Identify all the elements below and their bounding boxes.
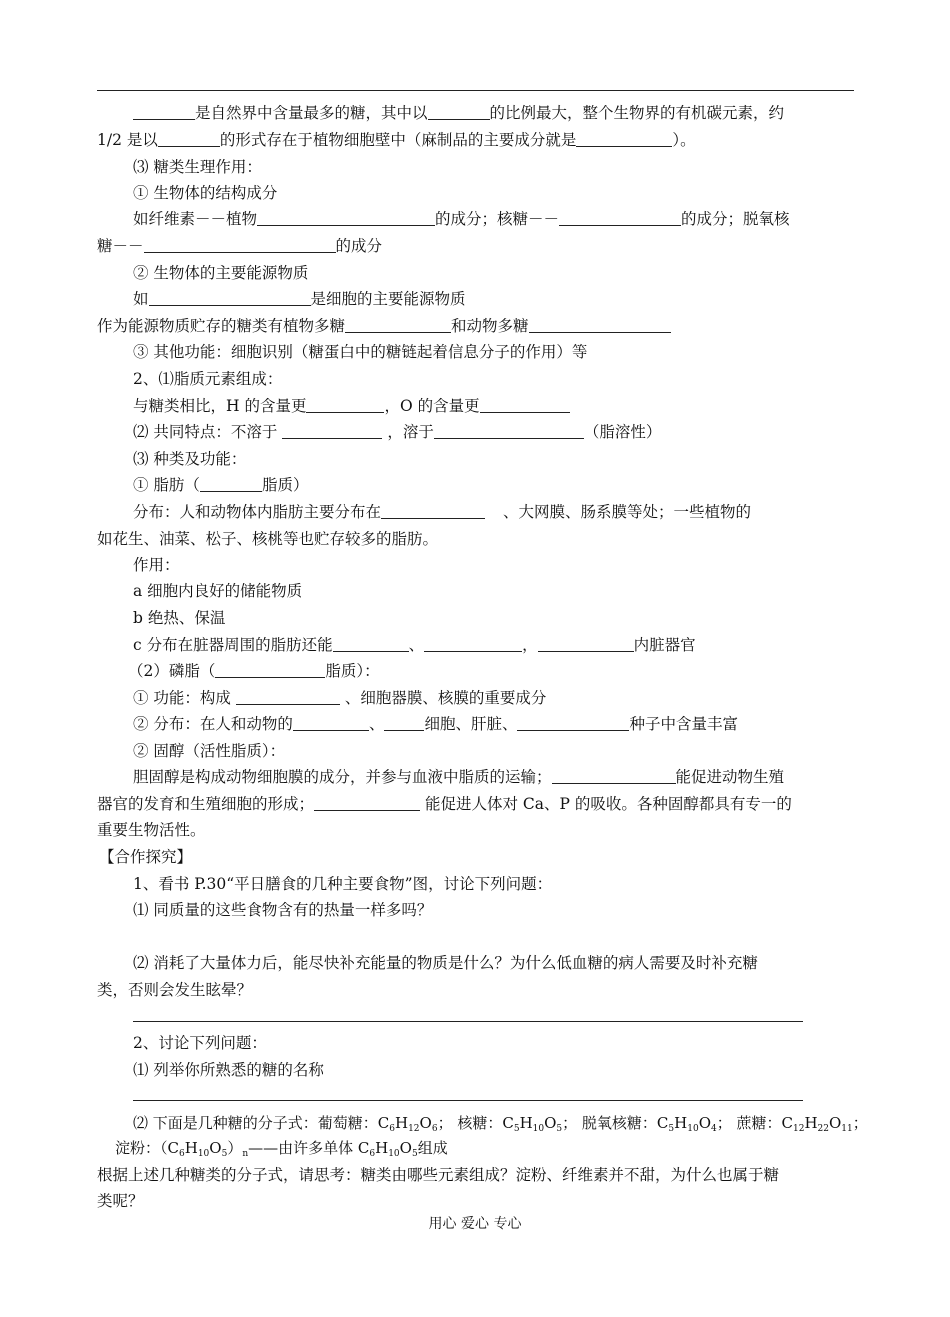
formula-line: 淀粉：$(C_6H_{10}O_5)_n——$由许多单体 $C_6H_{10}O_5$组成 <box>115 1139 448 1159</box>
section-heading: ⑶ 种类及功能： <box>133 450 247 468</box>
line-sterol: 胆固醇是构成动物细胞膜的成分，并参与血液中脂质的运输； 能促进动物生殖 <box>133 768 785 786</box>
blank[interactable] <box>133 104 195 120</box>
question: ⑴ 列举你所熟悉的糖的名称 <box>133 1061 324 1079</box>
list-item: ① 生物体的结构成分 <box>133 184 278 202</box>
blank[interactable] <box>200 476 262 492</box>
blank[interactable] <box>384 715 424 731</box>
blank[interactable] <box>158 131 220 147</box>
blank[interactable] <box>517 715 629 731</box>
question: 根据上述几种糖类的分子式，请思考：糖类由哪些元素组成？淀粉、纤维素并不甜，为什么也属于糖 <box>97 1166 780 1184</box>
list-item: b 绝热、保温 <box>133 609 226 627</box>
answer-line[interactable] <box>133 1100 803 1101</box>
line-phospholipid-distribution: ② 分布：在人和动物的 、 细胞、肝脏、 种子中含量丰富 <box>133 715 738 733</box>
line-cellwall: 1/2 是以 的形式存在于植物细胞壁中（麻制品的主要成分就是 ）。 <box>97 131 696 149</box>
blank[interactable] <box>293 715 369 731</box>
line-structure: 如纤维素－－植物 的成分；核糖－－ 的成分；脱氧核 <box>133 210 790 228</box>
blank[interactable] <box>144 237 336 253</box>
blank[interactable] <box>282 423 382 439</box>
question: 类呢？ <box>97 1192 144 1210</box>
line-polysaccharide: 是自然界中含量最多的糖，其中以 的比例最大，整个生物界的有机碳元素，约 <box>133 103 784 123</box>
blank[interactable] <box>576 131 672 147</box>
blank[interactable] <box>552 768 676 784</box>
answer-line[interactable] <box>133 1021 803 1022</box>
list-item: ③ 其他功能：细胞识别（糖蛋白中的糖链起着信息分子的作用）等 <box>133 343 588 361</box>
blank[interactable] <box>434 423 584 439</box>
formula-line: ⑵ 下面是几种糖的分子式：葡萄糖：$C_6H_{12}O_6$； 核糖：$C_5H_{10}O_5$； 脱氧核糖：$C_5H_{10}O_4$； 蔗糖：$C_{12}H_{22}O_{11}$； <box>133 1114 868 1134</box>
blank[interactable] <box>333 636 409 652</box>
line-phospholipid-function: ① 功能：构成 、细胞器膜、核膜的重要成分 <box>133 689 547 707</box>
line-storage: 作为能源物质贮存的糖类有植物多糖 和动物多糖 <box>97 316 671 336</box>
line-fat-function: c 分布在脏器周围的脂肪还能 、 ， 内脏器官 <box>133 636 696 654</box>
line-energy: 如 是细胞的主要能源物质 <box>133 290 466 308</box>
header-rule <box>97 90 854 91</box>
blank[interactable] <box>424 636 522 652</box>
line-sterol-cont: 器官的发育和生殖细胞的形成； 能促进人体对 Ca、P 的吸收。各种固醇都具有专一的 <box>97 795 792 813</box>
question: ⑴ 同质量的这些食物含有的热量一样多吗？ <box>133 901 433 919</box>
blank[interactable] <box>529 317 671 333</box>
question: 1、看书 P.30“平日膳食的几种主要食物”图，讨论下列问题： <box>133 875 553 893</box>
line-fat: ① 脂肪（ 脂质） <box>133 476 309 494</box>
blank[interactable] <box>345 317 451 333</box>
paragraph-line: 如花生、油菜、松子、核桃等也贮存较多的脂肪。 <box>97 530 439 548</box>
section-heading: 2、⑴脂质元素组成： <box>133 370 283 388</box>
blank[interactable] <box>236 689 340 705</box>
question: 2、讨论下列问题： <box>133 1034 267 1052</box>
question: ⑵ 消耗了大量体力后，能尽快补充能量的物质是什么？为什么低血糖的病人需要及时补充糖 <box>133 954 758 972</box>
blank[interactable] <box>314 795 420 811</box>
blank[interactable] <box>306 397 384 413</box>
list-item: a 细胞内良好的储能物质 <box>133 582 303 600</box>
blank[interactable] <box>538 636 634 652</box>
blank[interactable] <box>257 210 435 226</box>
question: 类，否则会发生眩晕？ <box>97 981 253 999</box>
page-footer: 用心 爱心 专心 <box>428 1216 522 1232</box>
line-lipid-features: ⑵ 共同特点：不溶于 ，溶于 （脂溶性） <box>133 423 662 441</box>
line-structure-cont: 糖－－ 的成分 <box>97 237 383 255</box>
blank[interactable] <box>559 210 681 226</box>
paragraph-line: 重要生物活性。 <box>97 821 206 839</box>
line-phospholipid: （2）磷脂（ 脂质）： <box>128 662 380 680</box>
blank[interactable] <box>381 503 485 519</box>
blank[interactable] <box>149 290 311 306</box>
line-lipid-elements: 与糖类相比，H 的含量更 ，O 的含量更 <box>133 396 570 416</box>
blank[interactable] <box>480 397 570 413</box>
blank[interactable] <box>215 662 325 678</box>
list-item: ② 生物体的主要能源物质 <box>133 264 309 282</box>
line-fat-distribution: 分布：人和动物体内脂肪主要分布在 、大网膜、肠系膜等处；一些植物的 <box>133 503 752 521</box>
section-title: 【合作探究】 <box>99 848 193 866</box>
list-item: ② 固醇（活性脂质）： <box>133 742 286 760</box>
section-heading: ⑶ 糖类生理作用： <box>133 158 262 176</box>
blank[interactable] <box>428 104 490 120</box>
paragraph-line: 作用： <box>133 556 180 574</box>
